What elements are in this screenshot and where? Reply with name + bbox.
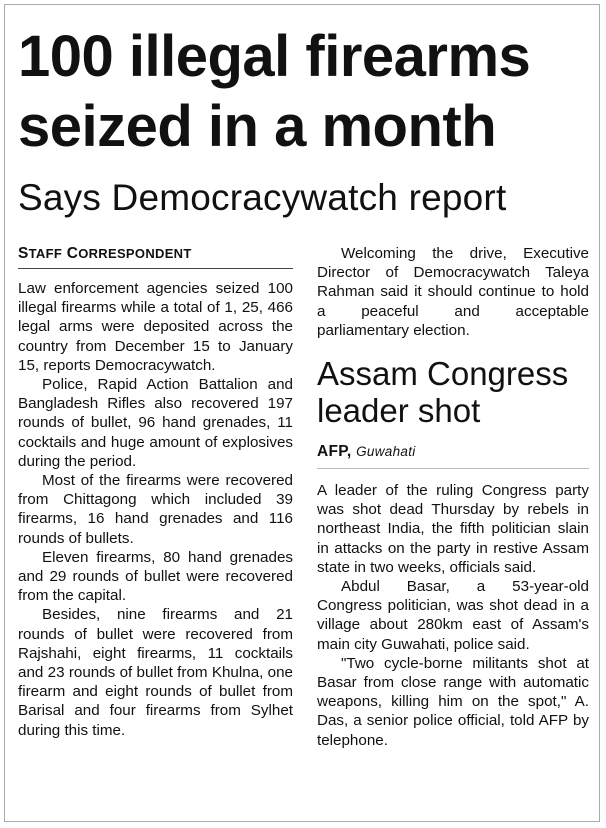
story2-paragraph-1: A leader of the ruling Congress party was shot dead Thursday by rebels in northeast India, the fifth politician slain in attacks on the party in restive Assam state in two weeks, officials said. xyxy=(317,481,589,576)
story2-paragraph-2: Abdul Basar, a 53-year-old Congress politician, was shot dead in a village about 280km east of Assam's main city Guwahati, police said. xyxy=(317,577,589,653)
story2-byline: AFP, Guwahati xyxy=(317,442,416,460)
story1-paragraph-2: Police, Rapid Action Battalion and Bangladesh Rifles also recovered 197 rounds of bullet, 96 hand grenades, 11 cocktails and huge amount of explosives during the period. xyxy=(18,376,293,470)
story1-paragraph-4: Eleven firearms, 80 hand grenades and 29 rounds of bullet were recovered from the capital. xyxy=(18,548,293,605)
left-column xyxy=(18,244,293,740)
story1-paragraph-3: Most of the firearms were recovered from Chittagong which included 39 firearms, 16 hand grenades and 116 rounds of bullets. xyxy=(18,472,293,547)
main-headline: 100 illegal firearms seized in a month xyxy=(18,24,531,159)
right-column xyxy=(317,244,589,750)
story2-agency: AFP xyxy=(317,442,347,460)
story1-paragraph-1: Law enforcement agencies seized 100 illegal firearms while a total of 1, 25, 466 legal arms were deposited across the country from December 15 to January 15, reports Democracywatch. xyxy=(18,280,293,374)
story1-paragraph-5: Besides, nine firearms and 21 rounds of bullet were recovered from Rajshahi, eight firearms, 11 cocktails and 23 rounds of bullet from Khulna, one firearm and eight rounds of bullet from Barisal and four firearms from Sylhet during this time. xyxy=(18,606,293,739)
story1-byline: STAFF CORRESPONDENT xyxy=(18,245,192,262)
byline-rule xyxy=(18,268,293,269)
story2-dateline: Guwahati xyxy=(356,443,416,459)
deck-subheadline: Says Democracywatch report xyxy=(18,177,507,218)
story2-paragraph-3: "Two cycle-borne militants shot at Basar from close range with automatic weapons, killing him on the spot," A. Das, a senior police official, told AFP by telephone. xyxy=(317,654,589,749)
story1-paragraph-6: Welcoming the drive, Executive Director of Democracywatch Taleya Rahman said it should continue to hold a peaceful and acceptable parliamentary election. xyxy=(317,245,589,339)
dateline-rule xyxy=(317,468,589,469)
story2-headline: Assam Congress leader shot xyxy=(317,355,569,429)
